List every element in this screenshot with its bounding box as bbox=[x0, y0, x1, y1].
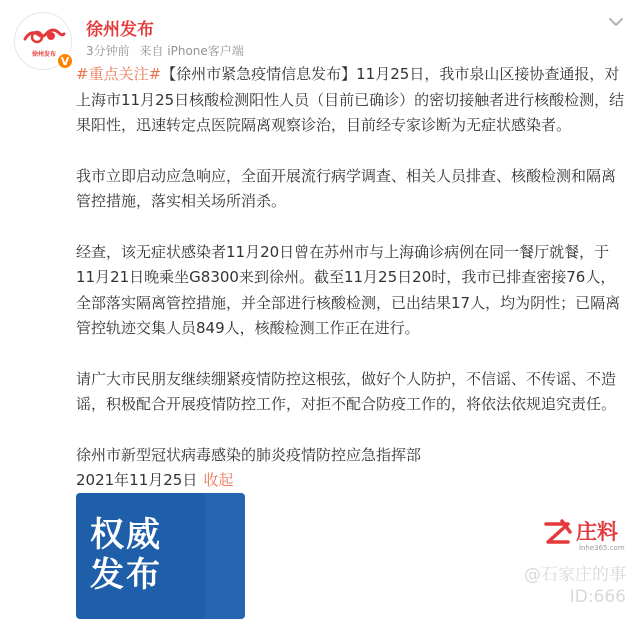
paragraph-2: 我市立即启动应急响应，全面开展流行病学调查、相关人员排查、核酸检测和隔离管控措施，落实相关场所消杀。 bbox=[76, 166, 617, 210]
image-card-text: 权威发布 bbox=[90, 515, 162, 595]
chevron-down-icon[interactable] bbox=[606, 12, 626, 32]
paragraph-4: 请广大市民朋友继续绷紧疫情防控这根弦，做好个人防护，不信谣、不传谣、不造谣，积极配合开展疫情防控工作，对拒不配合防疫工作的，将依法依规追究责任。 bbox=[76, 369, 617, 413]
zhuangliao-name: 庄料 bbox=[576, 520, 618, 544]
zhuangliao-url: lnhe365.com bbox=[579, 544, 625, 552]
post-time: 3分钟前 bbox=[86, 44, 130, 58]
watermark-line-2: ID:666 bbox=[569, 587, 626, 607]
avatar-caption: 徐州发布 bbox=[31, 51, 56, 58]
zhuangliao-watermark bbox=[542, 516, 638, 556]
topic-link[interactable]: #重点关注# bbox=[76, 65, 162, 83]
date-line bbox=[76, 468, 628, 494]
source-watermark bbox=[524, 564, 626, 608]
paragraph-1 bbox=[76, 62, 628, 139]
post-meta bbox=[86, 42, 250, 59]
zhuangliao-logo-icon bbox=[542, 518, 572, 548]
post-body bbox=[76, 62, 628, 494]
paragraph-3: 经查，该无症状感染者11月20日曾在苏州市与上海确诊病例在同一餐厅就餐，于11月21日晚乘坐G8300来到徐州。截至11月25日20时，我市已排查密接76人，全部落实隔离管控措施，并全部进行核酸检测，已出结果17人，均为阴性；已隔离管控轨迹交集人员849人，核酸检测工作正在进行。 bbox=[76, 242, 621, 337]
image-thumbnail[interactable] bbox=[76, 493, 245, 619]
verified-badge-icon: V bbox=[56, 52, 74, 70]
paragraph-1-text: 【徐州市紧急疫情信息发布】11月25日，我市泉山区接协查通报，对上海市11月25日核酸检测阳性人员（目前已确诊）的密切接触者进行核酸检测，结果阳性，迅速转定点医院隔离观察诊治，目前经专家诊断为无症状感染者。 bbox=[76, 65, 625, 134]
post-source: 来自 iPhone客户端 bbox=[139, 44, 244, 58]
signature: 徐州市新型冠状病毒感染的肺炎疫情防控应急指挥部 bbox=[76, 445, 422, 464]
post-date: 2021年11月25日 bbox=[76, 471, 198, 489]
image-shade bbox=[205, 493, 245, 619]
author-name[interactable]: 徐州发布 bbox=[86, 20, 154, 40]
watermark-line-1: @石家庄的事 bbox=[524, 565, 626, 585]
collapse-link[interactable]: 收起 bbox=[203, 471, 234, 489]
